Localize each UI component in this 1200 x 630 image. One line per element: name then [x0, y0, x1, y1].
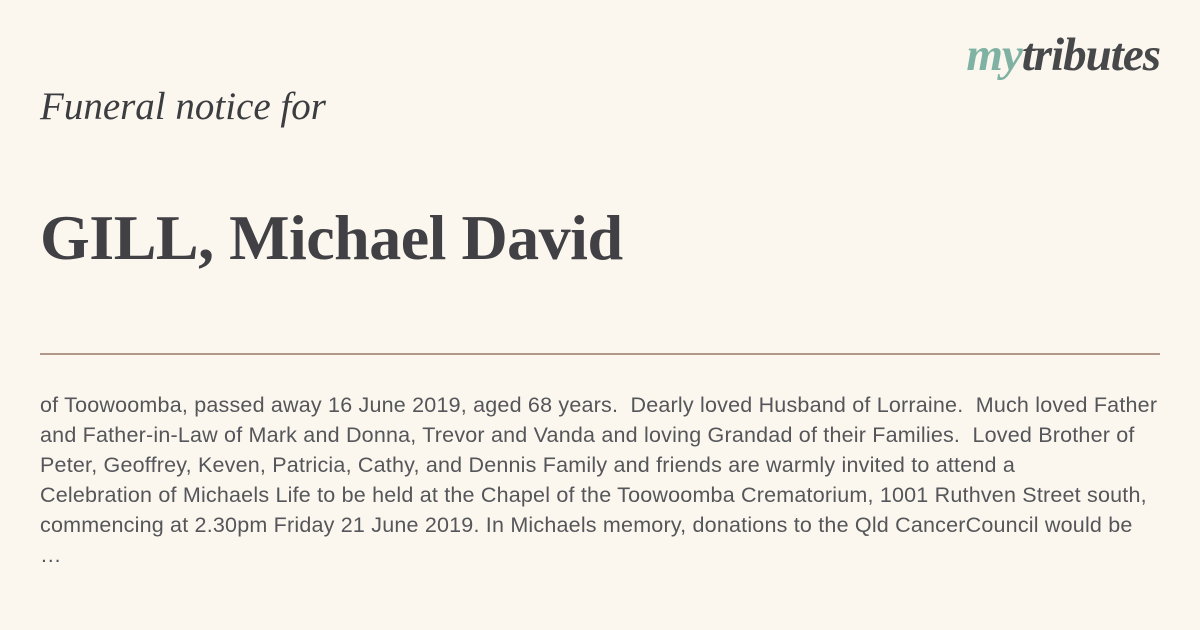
notice-line: of Toowoomba, passed away 16 June 2019, aged 68 years. Dearly loved Husband of Lorraine. Much loved Father — [40, 393, 1158, 417]
notice-line: Peter, Geoffrey, Keven, Patricia, Cathy, and Dennis Family and friends are warmly invited to attend a — [40, 453, 1016, 477]
logo-tributes-text: tributes — [1021, 29, 1160, 81]
notice-line: commencing at 2.30pm Friday 21 June 2019. In Michaels memory, donations to the Qld CancerCouncil would be — [40, 513, 1133, 537]
notice-line: and Father-in-Law of Mark and Donna, Trevor and Vanda and loving Grandad of their Families. Loved Brother of — [40, 423, 1135, 447]
logo-my-text: my — [966, 29, 1022, 81]
deceased-name-title: GILL, Michael David — [40, 202, 623, 273]
notice-text — [40, 390, 1170, 570]
divider-line — [40, 353, 1160, 355]
notice-ellipsis: … — [40, 543, 62, 567]
notice-type-label: Funeral notice for — [40, 85, 326, 128]
notice-line: Celebration of Michaels Life to be held at the Chapel of the Toowoomba Crematorium, 1001 Ruthven Street south, — [40, 483, 1147, 507]
mytributes-logo — [966, 30, 1160, 82]
